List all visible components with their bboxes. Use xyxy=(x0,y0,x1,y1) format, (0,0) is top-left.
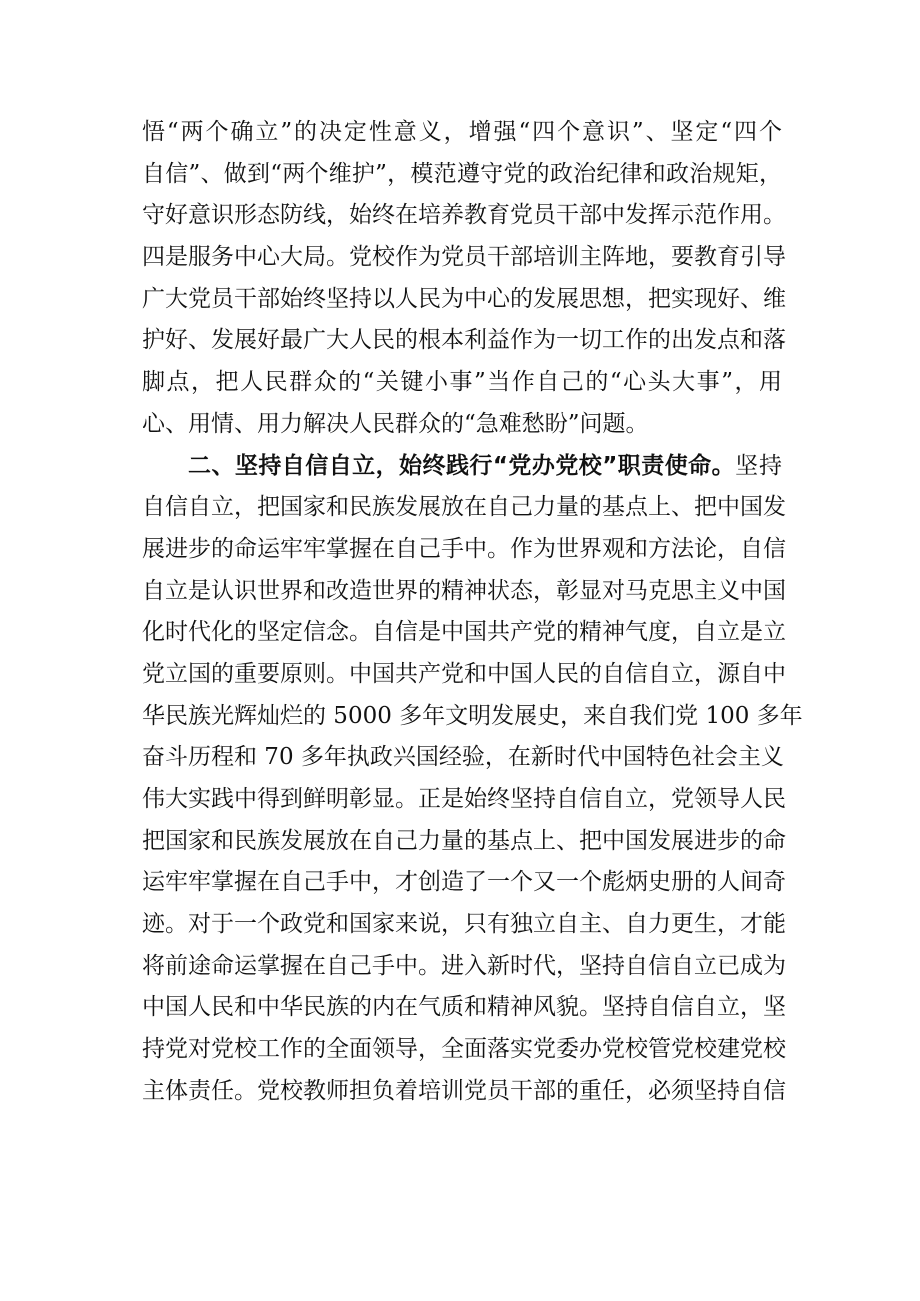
text-line: 自立是认识世界和改造世界的精神状态，彰显对马克思主义中国 xyxy=(142,577,786,604)
heading-line-rest: 坚持 xyxy=(735,452,783,479)
text-line: 悟“两个确立”的决定性意义，增强“四个意识”、坚定“四个 xyxy=(142,119,782,145)
text-line: 展进步的命运牢牢掌握在自己手中。作为世界观和方法论，自信 xyxy=(142,535,786,562)
text-line: 将前途命运掌握在自己手中。进入新时代，坚持自信自立已成为 xyxy=(142,952,786,979)
text-line: 自信”、做到“两个维护”，模范遵守党的政治纪律和政治规矩， xyxy=(142,160,782,187)
text-line: 四是服务中心大局。党校作为党员干部培训主阵地，要教育引导 xyxy=(142,244,786,271)
text-line: 奋斗历程和 70 多年执政兴国经验，在新时代中国特色社会主义 xyxy=(142,744,784,771)
text-line: 中国人民和中华民族的内在气质和精神风貌。坚持自信自立，坚 xyxy=(142,994,786,1021)
text-line: 护好、发展好最广大人民的根本利益作为一切工作的出发点和落 xyxy=(142,327,786,354)
text-line: 主体责任。党校教师担负着培训党员干部的重任，必须坚持自信 xyxy=(142,1077,786,1104)
paragraph-2 xyxy=(142,446,803,1113)
text-line: 自信自立，把国家和民族发展放在自己力量的基点上、把中国发 xyxy=(142,494,786,521)
section-heading-line xyxy=(142,446,782,488)
text-line: 守好意识形态防线，始终在培养教育党员干部中发挥示范作用。 xyxy=(142,202,786,229)
text-line: 持党对党校工作的全面领导，全面落实党委办党校管党校建党校 xyxy=(142,1036,786,1063)
text-line: 化时代化的坚定信念。自信是中国共产党的精神气度，自立是立 xyxy=(142,619,786,646)
text-line: 党立国的重要原则。中国共产党和中国人民的自信自立，源自中 xyxy=(142,660,786,687)
text-line: 伟大实践中得到鲜明彰显。正是始终坚持自信自立，党领导人民 xyxy=(142,786,786,812)
text-line: 华民族光辉灿烂的 5000 多年文明发展史，来自我们党 100 多年 xyxy=(142,702,803,729)
text-line: 广大党员干部始终坚持以人民为中心的发展思想，把实现好、维 xyxy=(142,285,786,312)
text-line: 迹。对于一个政党和国家来说，只有独立自主、自力更生，才能 xyxy=(142,911,786,938)
section-heading: 二、坚持自信自立，始终践行“党办党校”职责使命。 xyxy=(188,452,736,479)
text-line: 把国家和民族发展放在自己力量的基点上、把中国发展进步的命 xyxy=(142,827,786,854)
paragraph-1 xyxy=(142,112,786,446)
text-line: 心、用情、用力解决人民群众的“急难愁盼”问题。 xyxy=(142,410,649,437)
text-line: 脚点，把人民群众的“关键小事”当作自己的“心头大事”，用 xyxy=(142,369,782,396)
body-text xyxy=(142,112,803,1113)
text-line: 运牢牢掌握在自己手中，才创造了一个又一个彪炳史册的人间奇 xyxy=(142,869,786,896)
